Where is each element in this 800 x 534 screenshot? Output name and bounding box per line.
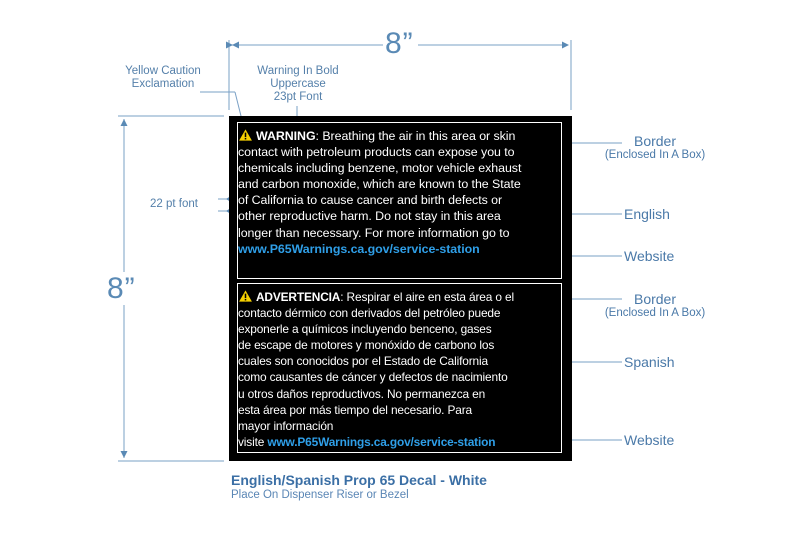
spanish-label: Spanish	[624, 354, 675, 370]
border-sublabel: (Enclosed In A Box)	[604, 307, 706, 319]
spanish-line: cuales son conocidos por el Estado de California	[238, 354, 488, 369]
spanish-website-line	[238, 434, 568, 450]
warning-heading: WARNING	[256, 129, 316, 143]
english-label: English	[624, 206, 670, 222]
spanish-line: exponerle a químicos incluyendo benceno, gases	[238, 322, 492, 337]
width-dimension-label: 8”	[385, 27, 414, 60]
border-label: Border	[633, 133, 677, 149]
visit-prefix: visite	[238, 434, 268, 449]
english-line-text: : Breathing the air in this area or skin	[315, 129, 516, 143]
spanish-panel	[237, 283, 562, 453]
english-line: other reproductive harm. Do not stay in this area	[238, 209, 501, 224]
caution-triangle-icon	[238, 290, 253, 302]
spanish-website-link[interactable]: www.P65Warnings.ca.gov/service-station	[267, 434, 496, 449]
advertencia-heading: ADVERTENCIA	[256, 290, 341, 304]
annotation-line: Exclamation	[131, 78, 195, 90]
english-line: contact with petroleum products can expose you to	[238, 145, 515, 160]
caption-title: English/Spanish Prop 65 Decal - White	[231, 472, 487, 488]
spanish-line: mayor información	[238, 418, 334, 433]
border-label-1	[600, 133, 710, 161]
english-line: longer than necessary. For more information go to	[238, 225, 510, 240]
spanish-text	[238, 289, 568, 450]
border-label-2	[600, 291, 710, 319]
warning-bold-annotation	[243, 65, 353, 104]
border-label: Border	[633, 291, 677, 307]
spanish-line: contacto dérmico con derivados del petróleo puede	[238, 306, 501, 321]
english-website-link[interactable]: www.P65Warnings.ca.gov/service-station	[238, 241, 480, 256]
height-dimension-label: 8”	[107, 272, 136, 305]
english-text	[238, 128, 568, 257]
annotation-line: Yellow Caution	[125, 65, 201, 77]
annotation-line: 23pt Font	[273, 91, 323, 103]
caption-subtitle: Place On Dispenser Riser or Bezel	[231, 489, 409, 501]
english-line: of California to cause cancer and birth defects or	[238, 193, 503, 208]
annotation-line: Warning In Bold	[257, 65, 339, 77]
website-label-2: Website	[624, 432, 675, 448]
prop65-decal	[229, 116, 572, 461]
font-size-annotation: 22 pt font	[150, 198, 198, 210]
spanish-line: u otros daños reproductivos. No permanezca en	[238, 386, 486, 401]
border-sublabel: (Enclosed In A Box)	[604, 149, 706, 161]
caution-triangle-icon	[238, 129, 253, 141]
spanish-line-text: : Respirar el aire en esta área o el	[340, 290, 514, 304]
spanish-line: como causantes de cáncer y defectos de nacimiento	[238, 370, 508, 385]
english-line: and carbon monoxide, which are known to the State	[238, 177, 521, 192]
yellow-caution-annotation	[108, 65, 218, 91]
spanish-line: de escape de motores y monóxido de carbono los	[238, 338, 495, 353]
english-line: chemicals including benzene, motor vehicle exhaust	[238, 161, 522, 176]
spanish-line	[238, 289, 568, 305]
english-panel	[237, 122, 562, 279]
annotation-line: Uppercase	[270, 78, 326, 90]
website-label-1: Website	[624, 248, 675, 264]
spanish-line: esta área por más tiempo del necesario. Para	[238, 402, 472, 417]
english-line	[238, 128, 568, 144]
